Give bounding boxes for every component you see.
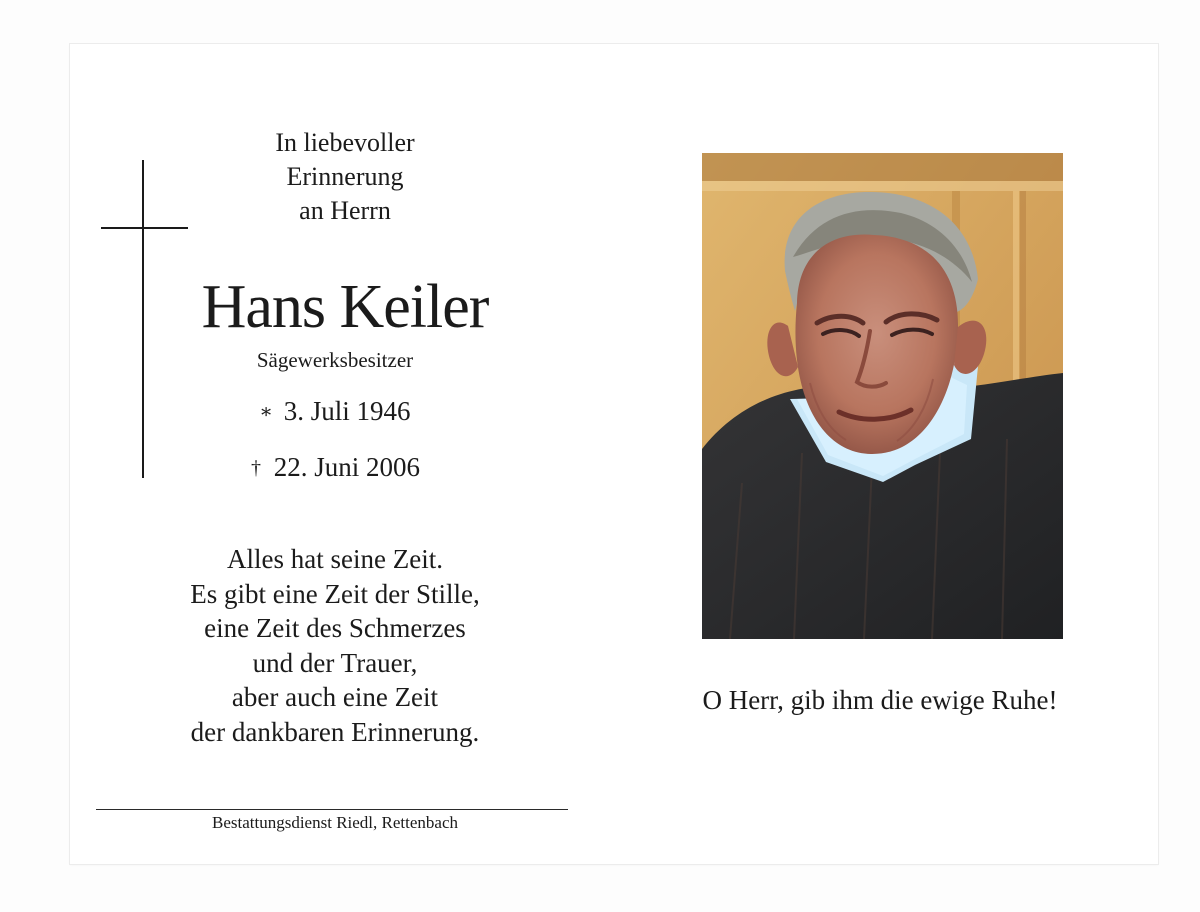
poem-line: Es gibt eine Zeit der Stille,	[190, 578, 480, 609]
deceased-name: Hans Keiler	[201, 273, 489, 341]
prayer-quote: O Herr, gib ihm die ewige Ruhe!	[702, 685, 1058, 715]
cross-icon-crossbar	[101, 227, 188, 229]
intro-line: Erinnerung	[286, 162, 404, 191]
poem-line: der dankbaren Erinnerung.	[190, 716, 480, 747]
birth-date-row	[255, 394, 475, 429]
memorial-poem	[155, 542, 515, 749]
occupation: Sägewerksbesitzer	[256, 348, 414, 372]
memorial-text-panel	[70, 44, 610, 864]
birth-date: 3. Juli 1946	[283, 396, 411, 426]
poem-line: aber auch eine Zeit	[231, 682, 439, 712]
death-cross-icon: †	[251, 457, 261, 479]
portrait-photo	[702, 153, 1063, 639]
memorial-intro	[245, 126, 445, 228]
death-date: 22. Juni 2006	[273, 452, 421, 482]
birth-star-icon: ∗	[259, 401, 273, 423]
poem-line: und der Trauer,	[252, 647, 418, 678]
funeral-service-footer: Bestattungsdienst Riedl, Rettenbach	[212, 813, 458, 832]
poem-line: eine Zeit des Schmerzes	[204, 613, 466, 643]
intro-line: an Herrn	[299, 196, 391, 225]
death-date-row	[245, 450, 465, 485]
cross-icon	[142, 160, 144, 478]
intro-line: In liebevoller	[275, 128, 415, 157]
footer-divider	[96, 809, 568, 810]
poem-line: Alles hat seine Zeit.	[227, 544, 443, 574]
